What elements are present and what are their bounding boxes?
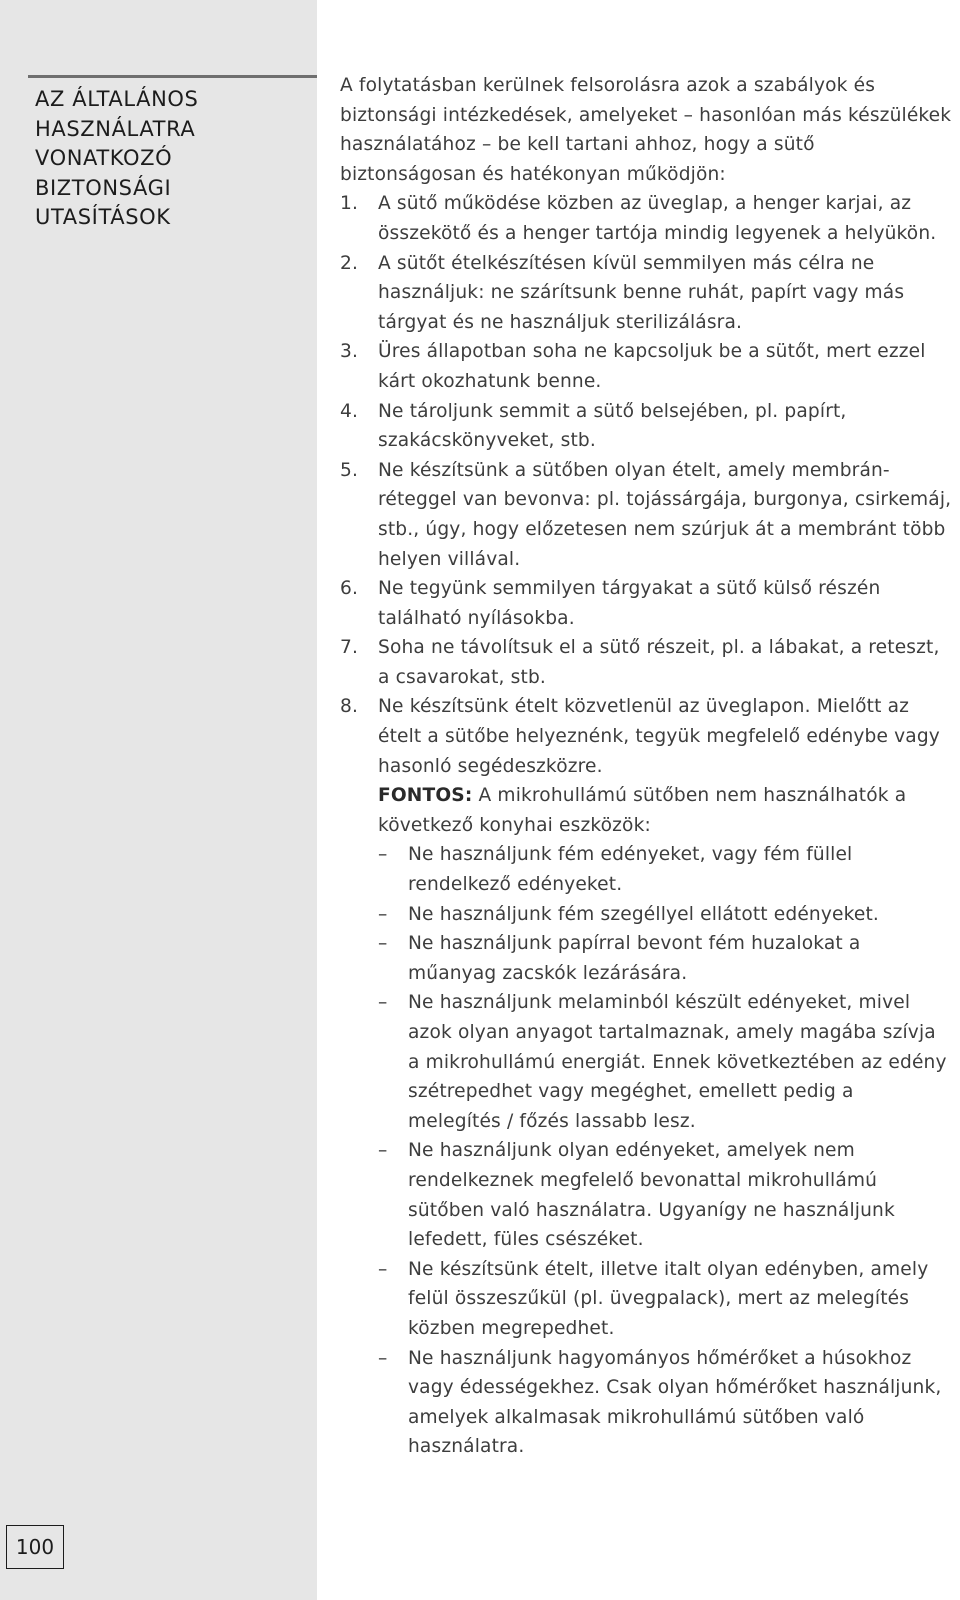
dash-item-text: Ne használjunk fém edényeket, vagy fém füllel rendelkező edényeket. <box>408 844 853 896</box>
dash-list <box>378 840 952 1461</box>
dash-list-item <box>378 900 952 930</box>
list-item-text: Ne tároljunk semmit a sütő belsejében, pl. papírt, szakácskönyveket, stb. <box>378 400 847 452</box>
main-content <box>340 71 952 1462</box>
list-item-number: 7. <box>340 637 359 659</box>
numbered-list <box>340 189 952 1462</box>
important-label: FONTOS: <box>378 785 473 807</box>
dash-bullet: – <box>378 1347 388 1369</box>
section-title-line: BIZTONSÁGI <box>35 175 172 200</box>
dash-list-item <box>378 1136 952 1254</box>
section-title-line: VONATKOZÓ <box>35 146 173 170</box>
list-item-number: 3. <box>340 341 359 363</box>
dash-bullet: – <box>378 1258 388 1280</box>
list-item-number: 2. <box>340 252 359 274</box>
list-item <box>340 456 952 574</box>
list-item <box>340 189 952 248</box>
dash-item-text: Ne használjunk papírral bevont fém huzalokat a műanyag zacskók lezárására. <box>408 933 861 984</box>
list-item-text: Soha ne távolítsuk el a sütő részeit, pl. a lábakat, a reteszt, a csavarokat, stb. <box>378 637 940 688</box>
list-item <box>340 633 952 692</box>
list-item-text: A sütő működése közben az üveglap, a henger karjai, az összekötő és a henger tartója mindig legyenek a helyükön. <box>378 193 937 244</box>
section-title-line: HASZNÁLATRA <box>35 116 196 141</box>
list-item-text: Üres állapotban soha ne kapcsoljuk be a sütőt, mert ezzel kárt okozhatunk benne. <box>378 341 926 392</box>
page-number: 100 <box>6 1525 64 1569</box>
section-title-line: UTASÍTÁSOK <box>35 205 171 229</box>
list-item-number: 4. <box>340 400 359 422</box>
important-note <box>378 781 952 840</box>
dash-item-text: Ne használjunk hagyományos hőmérőket a húsokhoz vagy édességekhez. Csak olyan hőmérőket használjunk, amelyek alkalmasak mikrohullámú sütőben való használatra. <box>408 1347 942 1458</box>
dash-list-item <box>378 1344 952 1462</box>
dash-bullet: – <box>378 933 388 955</box>
intro-paragraph: A folytatásban kerülnek felsorolásra azok a szabályok és biztonsági intézkedések, amelyeket – hasonlóan más készülékek használatához – be kell tartani ahhoz, hogy a sütő biztonságosan és hatékonyan működjön: <box>340 75 952 185</box>
dash-list-item <box>378 1255 952 1344</box>
dash-list-item <box>378 988 952 1136</box>
list-item-body <box>378 692 952 1461</box>
list-item-number: 1. <box>340 193 359 215</box>
dash-bullet: – <box>378 903 388 925</box>
section-title-line: AZ ÁLTALÁNOS <box>35 87 199 111</box>
list-item-text: A sütőt ételkészítésen kívül semmilyen más célra ne használjuk: ne szárítsunk benne ruhát, papírt vagy más tárgyat és ne használjuk sterilizálásra. <box>378 252 905 333</box>
sidebar <box>0 0 317 1600</box>
dash-list-item <box>378 929 952 988</box>
dash-list-item <box>378 840 952 899</box>
list-item-number: 5. <box>340 459 359 481</box>
dash-bullet: – <box>378 992 388 1014</box>
list-item <box>340 574 952 633</box>
list-item-text: Ne készítsünk a sütőben olyan ételt, amely membránréteggel van bevonva: pl. tojássárgája, burgonya, csirkemáj, stb., úgy, hogy előzetesen nem szúrjuk át a membránt több helyen villával. <box>378 459 952 570</box>
list-item-text: Ne készítsünk ételt közvetlenül az üveglapon. Mielőtt az ételt a sütőbe helyeznénk, tegyük megfelelő edénybe vagy hasonló segédeszközre. <box>378 696 940 777</box>
list-item <box>340 397 952 456</box>
list-item-text: Ne tegyünk semmilyen tárgyakat a sütő külső részén található nyílásokba. <box>378 578 881 629</box>
dash-item-text: Ne készítsünk ételt, illetve italt olyan edényben, amely felül összeszűkül (pl. üvegpalack), mert az melegítés közben megrepedhet. <box>408 1258 929 1339</box>
list-item-number: 6. <box>340 578 359 600</box>
dash-item-text: Ne használjunk melaminból készült edényeket, mivel azok olyan anyagot tartalmaznak, amely magába szívja a mikrohullámú energiát. Ennek következtében az edény szétrepedhet vagy megéghet, emellett pedig a melegítés / főzés lassabb lesz. <box>408 992 947 1132</box>
important-text: A mikrohullámú sütőben nem használhatók a következő konyhai eszközök: <box>378 785 907 836</box>
section-title <box>35 85 305 233</box>
dash-bullet: – <box>378 844 388 866</box>
dash-item-text: Ne használjunk fém szegéllyel ellátott edényeket. <box>408 903 879 925</box>
list-item <box>340 249 952 338</box>
list-item <box>340 692 952 1461</box>
list-item <box>340 337 952 396</box>
sidebar-divider <box>28 75 317 78</box>
dash-item-text: Ne használjunk olyan edényeket, amelyek nem rendelkeznek megfelelő bevonattal mikrohullámú sütőben való használatra. Ugyanígy ne használjunk lefedett, füles csészéket. <box>408 1140 895 1251</box>
list-item-number: 8. <box>340 696 359 718</box>
dash-bullet: – <box>378 1140 388 1162</box>
